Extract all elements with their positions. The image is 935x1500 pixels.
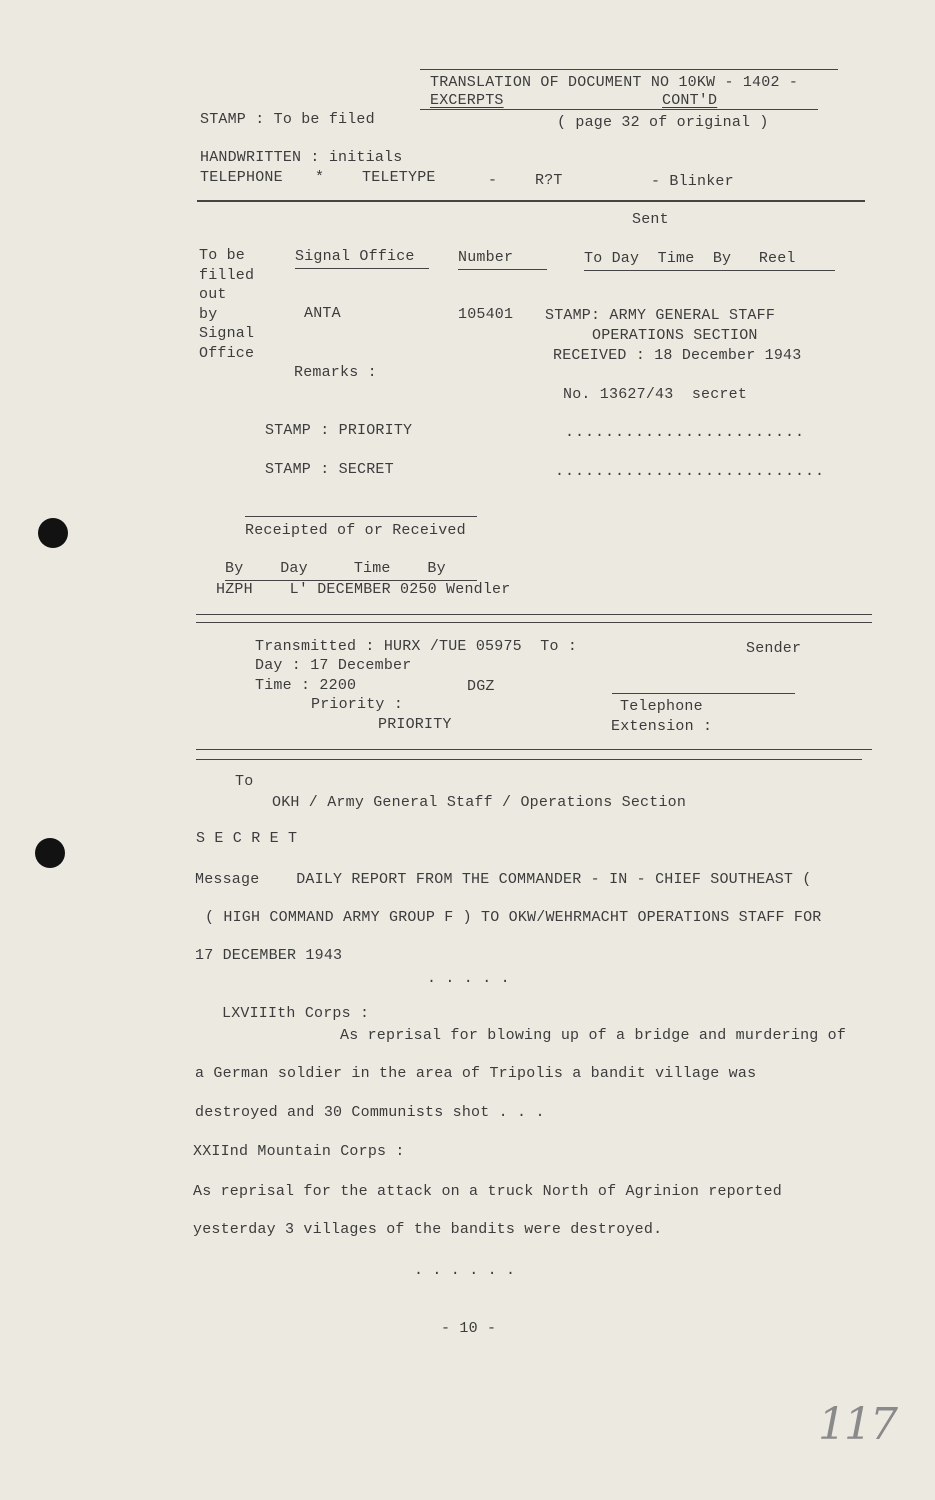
page-number: - 10 - [441,1320,497,1337]
handwritten-initials: HANDWRITTEN : initials [200,149,403,166]
stamp-staff-line1: STAMP: ARMY GENERAL STAFF [545,307,776,324]
message-to-label: To [235,773,254,790]
excerpts-label: EXCERPTS [430,92,504,109]
header-rule-bottom [197,200,865,202]
receipt-rule-top [245,516,477,517]
extension-label: Extension : [611,718,713,735]
stamp-priority: STAMP : PRIORITY [265,422,413,439]
paragraph-1-line-1: As reprisal for blowing up of a bridge and murdering of [340,1027,847,1044]
page-reference: ( page 32 of original ) [557,114,769,131]
message-line-3: 17 DECEMBER 1943 [195,947,343,964]
receipt-values: HZPH L' DECEMBER 0250 Wendler [216,581,511,598]
section-rule-2a [196,749,872,750]
section-rule-2b [196,759,862,760]
number-header: Number [458,249,547,270]
rt-label: R?T [535,172,563,189]
stamp-secret: STAMP : SECRET [265,461,394,478]
message-line-2: ( HIGH COMMAND ARMY GROUP F ) TO OKW/WEHRMACHT OPERATIONS STAFF FOR [205,909,822,926]
handwritten-folio-number: 117 [818,1399,896,1450]
secret-classification: S E C R E T [196,830,298,847]
teletype-label: TELETYPE [362,169,436,186]
remarks-label: Remarks : [294,364,377,381]
punch-hole-bottom [35,838,65,868]
header-rule-mid [420,109,818,110]
section-rule-1a [196,614,872,615]
dotted-line-secret: ........................... [555,463,826,480]
transmitted-line: Transmitted : HURX /TUE 05975 To : [255,638,578,655]
signal-office-value: ANTA [304,305,341,322]
stamp-staff-line2: OPERATIONS SECTION [592,327,758,344]
dash-mark: - [488,172,498,189]
section-rule-1b [196,622,872,623]
blinker-label: - Blinker [651,173,734,190]
ellipsis-separator-2: . . . . . . [414,1262,516,1279]
to-day-time-header: To Day Time By Reel [584,250,835,271]
telephone-ext-label: Telephone [620,698,703,715]
to-be-filled-label: To be filled out by Signal Office [199,247,255,362]
corps-heading-1: LXVIIIth Corps : [222,1005,370,1022]
paragraph-1-line-3: destroyed and 30 Communists shot . . . [195,1104,545,1121]
transmit-time: Time : 2200 [255,677,357,694]
header-rule-top [420,69,838,70]
priority-label: Priority : [311,696,404,713]
ellipsis-separator-1: . . . . . [427,970,510,987]
message-recipient: OKH / Army General Staff / Operations Section [272,794,687,811]
priority-value: PRIORITY [378,716,452,733]
paragraph-2-line-1: As reprisal for the attack on a truck North of Agrinion reported [193,1183,782,1200]
paragraph-1-line-2: a German soldier in the area of Tripolis a bandit village was [195,1065,757,1082]
sender-rule [612,693,795,694]
corps-heading-2: XXIInd Mountain Corps : [193,1143,405,1160]
dotted-line-priority: ........................ [565,424,806,441]
reference-number: No. 13627/43 secret [563,386,748,403]
document-title: TRANSLATION OF DOCUMENT NO 10KW - 1402 - [430,74,799,91]
transmit-day: Day : 17 December [255,657,412,674]
punch-hole-top [38,518,68,548]
signal-office-header: Signal Office [295,248,429,269]
stamp-filed: STAMP : To be filed [200,111,375,128]
number-value: 105401 [458,306,514,323]
stamp-received-line: RECEIVED : 18 December 1943 [553,347,802,364]
receipt-columns: By Day Time By [225,560,477,581]
telephone-label: TELEPHONE [200,169,283,186]
message-line-1: Message DAILY REPORT FROM THE COMMANDER - IN - CHIEF SOUTHEAST ( [195,871,812,888]
dgz-label: DGZ [467,678,495,695]
contd-label: CONT'D [662,92,718,109]
receipt-heading: Receipted of or Received [245,522,466,539]
sender-label: Sender [746,640,802,657]
sent-label: Sent [632,211,669,228]
paragraph-2-line-2: yesterday 3 villages of the bandits were destroyed. [193,1221,663,1238]
asterisk-mark: * [315,169,325,186]
